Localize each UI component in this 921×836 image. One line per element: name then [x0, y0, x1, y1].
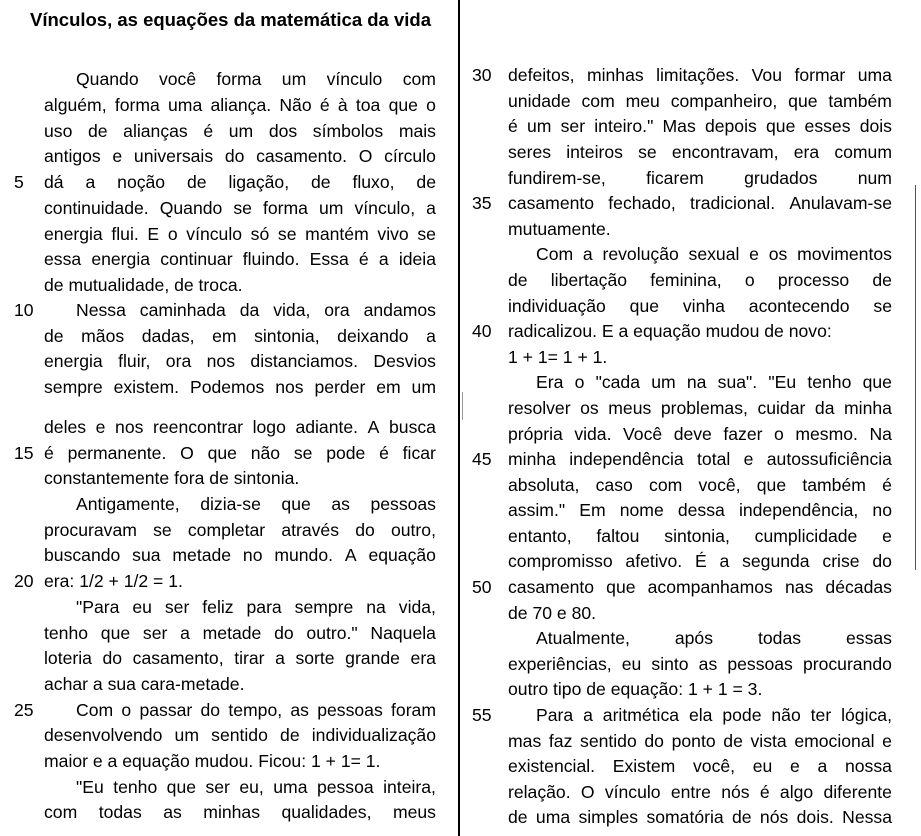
text-line: Antigamente, dizia-se que as pessoas [76, 494, 436, 514]
text-line: sempre existem. Podemos nos perder em um [44, 377, 436, 397]
text-line: continuidade. Quando se forma um vínculo, a [44, 198, 436, 218]
text-line: Para a aritmética ela pode não ter lógica, [536, 705, 892, 725]
text-line: achar a sua cara-metade. [44, 674, 245, 694]
text-line: é um ser inteiro." Mas depois que esses dois [508, 116, 892, 136]
text-line: própria vida. Você deve fazer o mesmo. Na [508, 424, 892, 444]
text-line: seres inteiros se encontravam, era comum [508, 142, 892, 162]
text-line: defeitos, minhas limitações. Vou formar uma [508, 65, 892, 85]
document-title: Vínculos, as equações da matemática da vida [30, 9, 432, 30]
text-line: energia flui. E o vínculo só se mantém vivo se [44, 224, 436, 244]
text-line: casamento que acompanhamos nas décadas [508, 577, 892, 597]
text-line: procuravam se completar através do outro, [44, 520, 436, 540]
text-line: de 70 e 80. [508, 603, 597, 623]
text-line: assim." Em nome dessa independência, no [508, 500, 892, 520]
line-number: 45 [472, 449, 492, 469]
line-number: 25 [14, 700, 34, 720]
text-line: loteria do casamento, tirar a sorte grande era [44, 648, 436, 668]
text-line: de mãos dadas, em sintonia, deixando a [44, 326, 436, 346]
text-line: tenho que ser a metade do outro." Naquela [44, 623, 436, 643]
text-line: antigos e universais do casamento. O círculo [44, 146, 436, 166]
text-line: "Eu tenho que ser eu, uma pessoa inteira, [76, 777, 436, 797]
text-line: constantemente fora de sintonia. [44, 468, 300, 488]
text-line: buscando sua metade no mundo. A equação [44, 545, 436, 565]
text-line: relação. O vínculo entre nós é algo diferente [508, 782, 892, 802]
text-line: alguém, forma uma aliança. Não é à toa que o [44, 95, 436, 115]
text-line: casamento fechado, tradicional. Anulavam-se [508, 193, 892, 213]
text-line: compromisso afetivo. É a segunda crise do [508, 551, 892, 571]
text-line: entanto, faltou sintonia, cumplicidade e [508, 526, 892, 546]
margin-mark [915, 185, 916, 570]
text-line: Nessa caminhada da vida, ora andamos [76, 300, 436, 320]
text-line: desenvolvendo um sentido de individualização [44, 725, 436, 745]
text-line: essa energia continuar fluindo. Essa é a ideia [44, 249, 436, 269]
line-number: 15 [14, 443, 34, 463]
text-line: Com o passar do tempo, as pessoas foram [76, 700, 436, 720]
text-line: "Para eu ser feliz para sempre na vida, [76, 597, 436, 617]
text-line: é permanente. O que não se pode é ficar [44, 443, 436, 463]
text-line: de libertação feminina, o processo de [508, 270, 892, 290]
margin-mark [462, 392, 463, 420]
line-number: 55 [472, 705, 492, 725]
text-line: de uma simples somatória de nós dois. Nessa [508, 807, 892, 827]
text-line: resolver os meus problemas, cuidar da minha [508, 398, 892, 418]
text-line: energia fluir, ora nos distanciamos. Desvios [44, 351, 436, 371]
text-line: Com a revolução sexual e os movimentos [536, 244, 892, 264]
text-line: de mutualidade, de troca. [44, 275, 243, 295]
text-line: outro tipo de equação: 1 + 1 = 3. [508, 679, 763, 699]
line-number: 30 [472, 65, 492, 85]
text-line: era: 1/2 + 1/2 = 1. [44, 571, 183, 591]
line-number: 20 [14, 571, 34, 591]
text-line: mutuamente. [508, 219, 611, 239]
text-line: deles e nos reencontrar logo adiante. A busca [44, 417, 436, 437]
text-line: radicalizou. E a equação mudou de novo: [508, 321, 832, 341]
text-line: existencial. Existem você, eu e a nossa [508, 756, 892, 776]
text-line: mas faz sentido do ponto de vista emocional e [508, 731, 892, 751]
text-line: individuação que vinha acontecendo se [508, 296, 892, 316]
line-number: 5 [14, 172, 24, 192]
column-divider [458, 0, 460, 836]
text-line: Quando você forma um vínculo com [76, 69, 436, 89]
line-number: 35 [472, 193, 492, 213]
text-line: uso de alianças é um dos símbolos mais [44, 121, 436, 141]
line-number: 40 [472, 321, 492, 341]
line-number: 10 [14, 300, 34, 320]
text-line: fundirem-se, ficarem grudados num [508, 168, 892, 188]
text-line: maior e a equação mudou. Ficou: 1 + 1= 1. [44, 751, 381, 771]
text-line: Era o "cada um na sua". "Eu tenho que [536, 372, 892, 392]
text-line: 1 + 1= 1 + 1. [508, 347, 608, 367]
line-number: 50 [472, 577, 492, 597]
text-line: experiências, eu sinto as pessoas procurando [508, 654, 892, 674]
text-line: dá a noção de ligação, de fluxo, de [44, 172, 436, 192]
text-line: com todas as minhas qualidades, meus [44, 802, 436, 822]
text-line: minha independência total e autossuficiência [508, 449, 892, 469]
text-line: Atualmente, após todas essas [536, 628, 892, 648]
text-line: unidade com meu companheiro, que também [508, 91, 892, 111]
text-line: absoluta, caso com você, que também é [508, 475, 892, 495]
